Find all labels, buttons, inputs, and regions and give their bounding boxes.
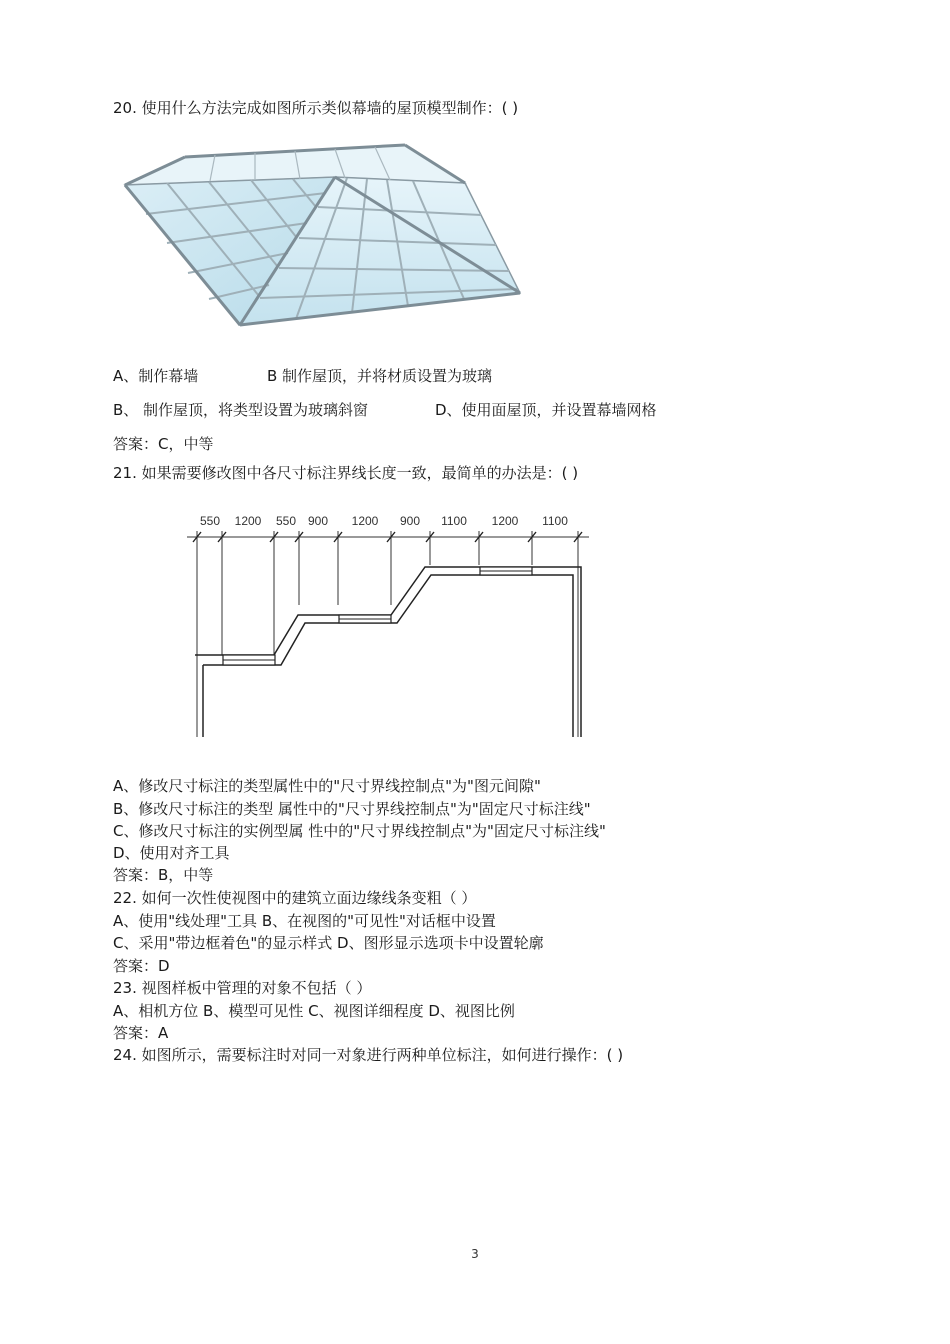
glass-roof-figure (115, 135, 525, 330)
q22-options-cd: C、采用"带边框着色"的显示样式 D、图形显示选项卡中设置轮廓 (113, 934, 544, 952)
dim-label: 1100 (441, 514, 467, 528)
dim-label: 900 (399, 514, 421, 528)
dim-label: 550 (275, 514, 297, 528)
dim-label: 1200 (351, 514, 379, 528)
q20-option-b1: B 制作屋顶，并将材质设置为玻璃 (267, 367, 493, 385)
q20-answer: 答案：C，中等 (113, 435, 214, 453)
q20-question: 20. 使用什么方法完成如图所示类似幕墙的屋顶模型制作：( ) (113, 99, 519, 117)
dim-label: 1100 (542, 514, 568, 528)
q21-option-c: C、修改尺寸标注的实例型属 性中的"尺寸界线控制点"为"固定尺寸标注线" (113, 822, 606, 840)
q23-question: 23. 视图样板中管理的对象不包括（ ） (113, 979, 372, 997)
q21-option-d: D、使用对齐工具 (113, 844, 230, 862)
q20-option-b2: B、 制作屋顶，将类型设置为玻璃斜窗 (113, 401, 369, 419)
q22-options-ab: A、使用"线处理"工具 B、在视图的"可见性"对话框中设置 (113, 912, 496, 930)
q20-option-d: D、使用面屋顶，并设置幕墙网格 (435, 401, 657, 419)
q21-question: 21. 如果需要修改图中各尺寸标注界线长度一致，最简单的办法是：( ) (113, 464, 579, 482)
q23-answer: 答案：A (113, 1024, 169, 1042)
q23-options: A、相机方位 B、模型可见性 C、视图详细程度 D、视图比例 (113, 1002, 515, 1020)
q21-option-a: A、修改尺寸标注的类型属性中的"尺寸界线控制点"为"图元间隙" (113, 777, 541, 795)
dim-label: 550 (199, 514, 221, 528)
dim-label: 1200 (234, 514, 262, 528)
q21-answer: 答案：B，中等 (113, 866, 214, 884)
page-number: 3 (471, 1247, 479, 1261)
q20-option-a: A、制作幕墙 (113, 367, 199, 385)
dim-label: 1200 (491, 514, 519, 528)
q24-question: 24. 如图所示，需要标注时对同一对象进行两种单位标注，如何进行操作：( ) (113, 1046, 624, 1064)
q22-question: 22. 如何一次性使视图中的建筑立面边缘线条变粗（ ） (113, 889, 477, 907)
dimension-drawing (185, 505, 595, 740)
q22-answer: 答案：D (113, 957, 170, 975)
q21-option-b: B、修改尺寸标注的类型 属性中的"尺寸界线控制点"为"固定尺寸标注线" (113, 800, 591, 818)
dim-label: 900 (307, 514, 329, 528)
